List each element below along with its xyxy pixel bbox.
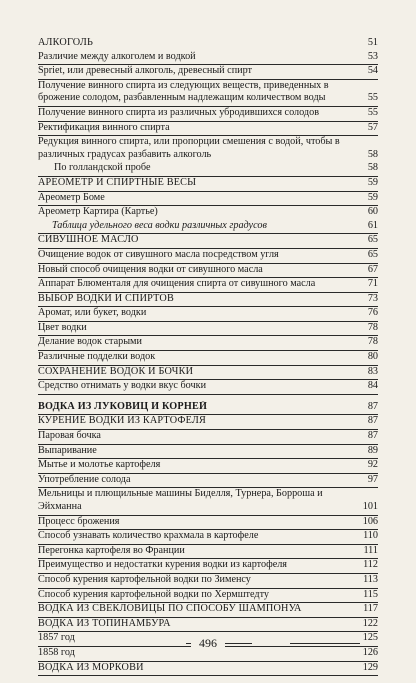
toc-entry-page: 55 [367,106,378,118]
toc-entry-title: По голландской пробе [54,162,151,174]
toc-entry [38,618,378,633]
toc-entry-title: СОХРАНЕНИЕ ВОДОК И БОЧКИ [38,365,194,377]
toc-entry-title: Делание водок старыми [38,336,142,348]
table-of-contents [38,37,378,676]
toc-entry-page: 60 [367,206,378,218]
toc-entry-title: ВОДКА ИЗ МОРКОВИ [38,661,144,673]
toc-entry [38,249,378,264]
toc-entry-page: 78 [367,321,378,333]
toc-entry-page: 101 [362,501,378,512]
toc-entry-page: 78 [367,336,378,348]
toc-entry-title: Ректификация винного спирта [38,121,170,133]
toc-entry [38,445,378,460]
toc-entry [38,401,378,416]
toc-entry [38,122,378,137]
toc-entry [38,415,378,430]
toc-entry [38,545,378,560]
toc-entry-title: Употребление солода [38,473,131,485]
toc-entry-title: Очищение водок от сивушного масла посредством угля [38,248,279,260]
toc-entry-title: Цвет водки [38,321,87,333]
toc-entry [38,220,378,235]
toc-entry [38,322,378,337]
toc-entry-title: Мельницы и плющильные машины Биделля, Турнера, Борроша и Эйхманна [38,488,323,512]
toc-entry-title: АРЕОМЕТР И СПИРТНЫЕ ВЕСЫ [38,176,197,188]
toc-entry-page: 53 [367,50,378,62]
toc-entry-title: Аппарат Блюменталя для очищения спирта от сивушного масла [38,278,316,290]
toc-entry [38,662,378,677]
toc-entry-title: СИВУШНОЕ МАСЛО [38,234,139,246]
toc-entry-title: Паровая бочка [38,430,101,442]
toc-entry-page: 65 [367,234,378,246]
toc-entry [38,192,378,207]
toc-entry-title: Способ узнавать количество крахмала в картофеле [38,530,259,542]
toc-entry-page: 89 [367,444,378,456]
toc-entry-page: 92 [367,459,378,471]
toc-entry-page: 97 [367,473,378,485]
toc-entry-page: 129 [362,661,378,673]
toc-entry-title: ВЫБОР ВОДКИ И СПИРТОВ [38,292,174,304]
toc-entry [38,65,378,80]
toc-entry [38,559,378,574]
folio-rule-right [290,643,360,644]
toc-entry [38,107,378,122]
toc-entry [38,459,378,474]
toc-entry-title: 1857 год [38,632,75,644]
toc-entry-page: 83 [367,365,378,377]
toc-entry [38,474,378,489]
toc-entry-page: 112 [363,559,378,571]
toc-entry-page: 113 [363,573,378,585]
toc-entry-title: Ареометр Боме [38,191,105,203]
toc-entry-title: Новый способ очищения водки от сивушного масла [38,263,263,275]
toc-entry [38,488,378,515]
toc-entry-title: Редукция винного спирта, или пропорции смешения с водой, чтобы в различных градусах разбавить алкоголь [38,136,340,160]
toc-entry [38,430,378,445]
toc-entry-page: 61 [367,219,378,231]
toc-entry [38,603,378,618]
toc-entry [38,516,378,531]
toc-entry [38,351,378,366]
toc-entry [38,51,378,66]
toc-entry-page: 87 [367,415,378,427]
toc-entry-page: 57 [367,121,378,133]
toc-entry [38,366,378,381]
toc-entry [38,162,378,177]
toc-entry-page: 87 [367,400,378,412]
toc-entry-page: 51 [367,37,378,48]
toc-entry [38,234,378,249]
toc-entry-page: 80 [367,351,378,363]
toc-entry [38,336,378,351]
toc-entry-page: 122 [362,617,378,629]
toc-entry-page: 110 [363,530,378,542]
toc-entry-title: Средство отнимать у водки вкус бочки [38,380,207,392]
toc-entry [38,307,378,322]
toc-entry-page: 115 [363,588,378,600]
toc-entry-page: 54 [367,65,378,77]
toc-entry-title: АЛКОГОЛЬ [38,37,94,48]
toc-entry [38,80,378,107]
toc-entry [38,589,378,604]
toc-entry-title: Выпаривание [38,444,97,456]
toc-entry-title: КУРЕНИЕ ВОДКИ ИЗ КАРТОФЕЛЯ [38,415,207,427]
toc-entry [38,37,378,51]
toc-entry [38,177,378,192]
toc-entry-page: 76 [367,307,378,319]
toc-entry-page: 59 [367,191,378,203]
toc-entry-title: Способ курения картофельной водки по Зименсу [38,573,251,585]
toc-entry-title: ВОДКА ИЗ ТОПИНАМБУРА [38,617,171,629]
toc-entry-page: 125 [362,632,378,644]
toc-entry-title: Перегонка картофеля во Франции [38,544,185,556]
toc-entry-page: 111 [363,544,378,556]
toc-entry [38,136,378,162]
toc-entry-title: Способ курения картофельной водки по Хермштедту [38,588,269,600]
toc-entry-title: ВОДКА ИЗ ЛУКОВИЦ И КОРНЕЙ [38,400,208,412]
toc-entry-title: Spriet, или древесный алкоголь, древесный спирт [38,65,253,77]
page-number [0,634,416,652]
toc-entry-title: ВОДКА ИЗ СВЕКЛОВИЦЫ ПО СПОСОБУ ШАМПОНУА [38,603,302,615]
toc-entry-title: Различные подделки водок [38,351,156,363]
toc-entry [38,293,378,308]
toc-entry-title: Получение винного спирта из различных убродившихся солодов [38,106,320,118]
toc-entry-title: Процесс брожения [38,515,120,527]
toc-entry-page: 106 [362,515,378,527]
toc-entry-page: 84 [367,380,378,392]
toc-entry [38,574,378,589]
toc-entry-page: 87 [367,430,378,442]
toc-entry-title: Мытье и молотье картофеля [38,459,161,471]
toc-entry [38,380,378,395]
toc-entry-page: 55 [367,92,378,104]
toc-entry-title: Различие между алкоголем и водкой [38,50,196,62]
toc-entry-title: Аромат, или букет, водки [38,307,147,319]
toc-entry [38,206,378,220]
toc-entry-title: Таблица удельного веса водки различных градусов [52,219,267,231]
toc-entry-page: 117 [363,603,378,615]
toc-entry-page: 126 [362,646,378,658]
toc-entry-page: 58 [367,148,378,160]
toc-entry [38,278,378,293]
toc-entry-page: 58 [367,162,378,174]
toc-entry-page: 67 [367,263,378,275]
toc-entry-page: 71 [367,278,378,290]
toc-entry-title: Получение винного спирта из следующих веществ, приведенных в брожение солодом, разбавленным надлежащим количеством воды [38,79,329,104]
toc-entry-page: 65 [367,248,378,260]
toc-entry [38,530,378,545]
toc-entry-title: Преимущество и недостатки курения водки из картофеля [38,559,287,571]
folio-number: 496 [191,636,225,651]
toc-entry-title: 1858 год [38,646,75,658]
toc-entry-page: 59 [367,176,378,188]
toc-entry [38,264,378,279]
toc-entry-title: Ареометр Картира (Картье) [38,206,158,218]
toc-entry-page: 73 [367,292,378,304]
